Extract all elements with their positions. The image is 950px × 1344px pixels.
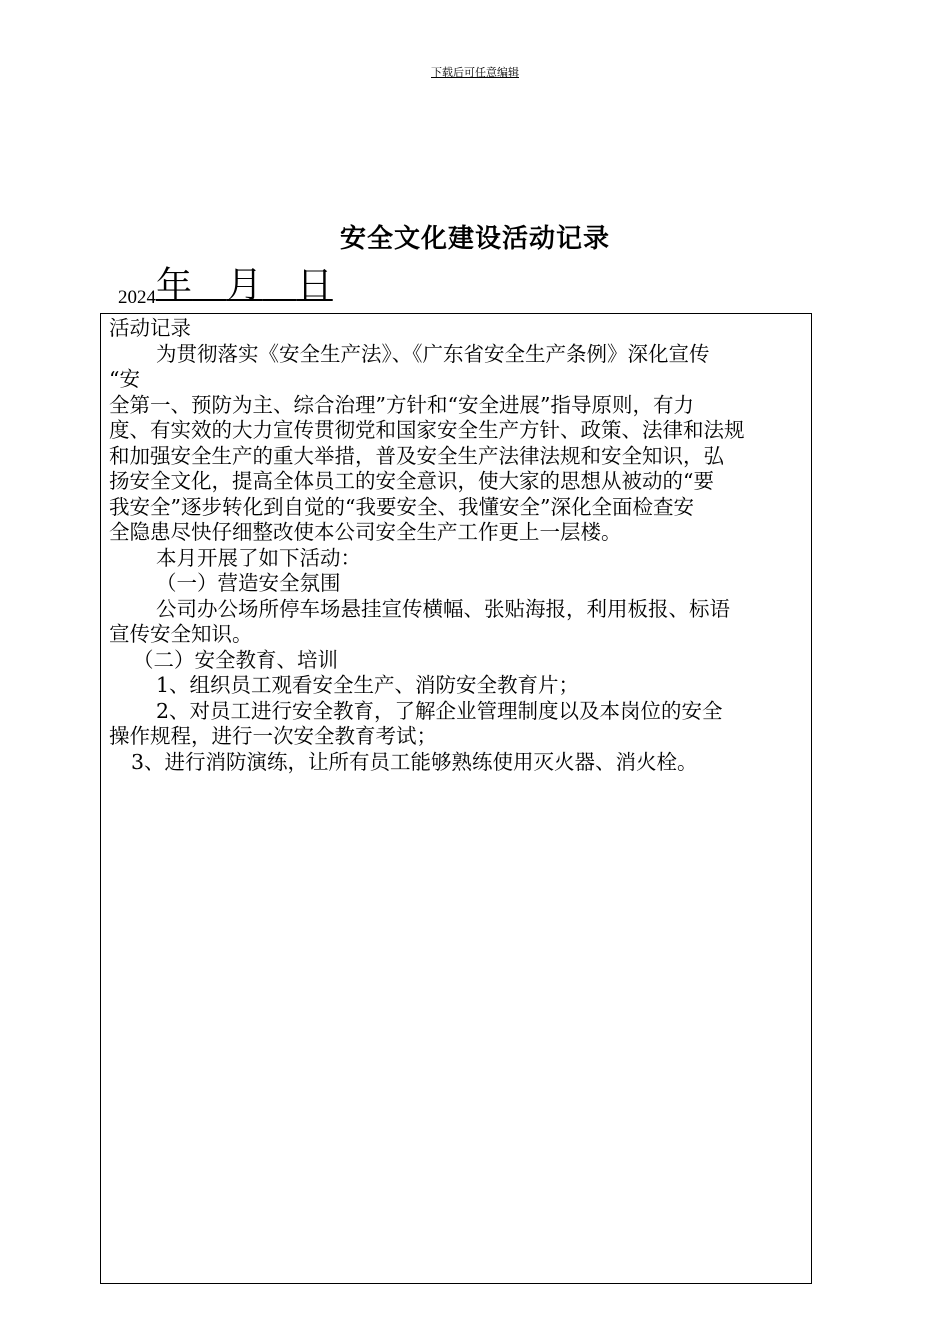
record-line: 我安全”逐步转化到自觉的“我要安全、我懂安全”深化全面检查安 (109, 494, 694, 519)
record-line: 2、对员工进行安全教育，了解企业管理制度以及本岗位的安全 (156, 698, 723, 723)
record-line: 3、进行消防演练，让所有员工能够熟练使用灭火器、消火栓。 (131, 749, 698, 774)
record-label: 活动记录 (109, 316, 191, 340)
date-year: 2024 (118, 287, 156, 308)
date-fill-in (156, 265, 333, 306)
record-line: 扬安全文化，提高全体员工的安全意识，使大家的思想从被动的“要 (109, 469, 714, 493)
record-line: 本月开展了如下活动： (156, 545, 361, 570)
record-line: 宣传安全知识。 (109, 622, 253, 646)
record-line: 为贯彻落实《安全生产法》、《广东省安全生产条例》深化宣传 (156, 341, 710, 366)
date-line (118, 266, 333, 310)
activity-record-content (109, 316, 805, 775)
document-title: 安全文化建设活动记录 (339, 224, 610, 254)
record-line: 公司办公场所停车场悬挂宣传横幅、张贴海报，利用板报、标语 (156, 596, 730, 621)
record-line: 全第一、预防为主、综合治理”方针和“安全进展”指导原则，有力 (109, 392, 694, 417)
record-line: 和加强安全生产的重大举措，普及安全生产法律法规和安全知识，弘 (109, 443, 724, 468)
date-day-char: 日 (296, 265, 333, 306)
activity-record-box (100, 313, 812, 1284)
date-month-char: 月 (226, 265, 263, 306)
header-note: 下载后可任意编辑 (431, 66, 519, 79)
record-line: 1、组织员工观看安全生产、消防安全教育片； (156, 673, 580, 697)
record-section-heading: （二）安全教育、培训 (133, 647, 338, 672)
record-line: 全隐患尽快仔细整改使本公司安全生产工作更上一层楼。 (109, 520, 622, 544)
date-year-char: 年 (156, 265, 193, 306)
record-line: “安 (109, 367, 140, 391)
record-section-heading: （一）营造安全氛围 (156, 571, 341, 595)
record-line: 操作规程，进行一次安全教育考试； (109, 724, 437, 748)
record-line: 度、有实效的大力宣传贯彻党和国家安全生产方针、政策、法律和法规 (109, 418, 745, 442)
